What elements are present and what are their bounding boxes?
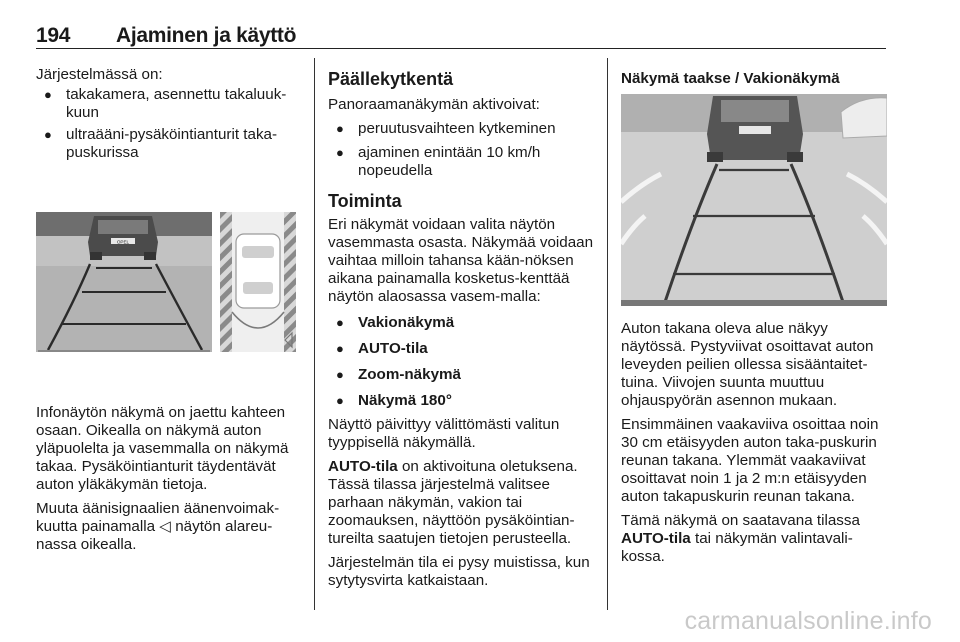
activation-list — [328, 120, 594, 180]
paragraph: Näyttö päivittyy välittömästi valitun tyyppisellä näkymällä. — [328, 416, 560, 451]
page-number: 194 — [36, 24, 71, 47]
column-3-body — [621, 320, 889, 566]
volume-icon: ◁ — [159, 518, 171, 535]
feature-list — [36, 86, 302, 162]
split-view-illustration — [36, 212, 296, 352]
column-2 — [328, 68, 594, 590]
paragraph: Muuta äänisignaalien äänenvoimak-kuutta painamalla ◁ näytön alareu-nassa oikealla. — [36, 500, 280, 553]
rear-camera-illustration — [621, 94, 887, 306]
mode-list — [328, 314, 594, 410]
section-heading: Näkymä taakse / Vakionäkymä — [621, 70, 840, 87]
paragraph: Ensimmäinen vaakaviiva osoittaa noin 30 cm etäisyyden auton taka-puskurin reunan takana. Ylemmät vaakaviivat osoittavat noin 1 ja 2 m:n etäisyyden auton takapuskurin reunan takana. — [621, 416, 879, 505]
rear-view-figure — [621, 94, 887, 306]
split-view-figure — [36, 212, 296, 352]
column-divider-1 — [314, 58, 315, 610]
paragraph: Auton takana oleva alue näkyy näytössä. Pystyviivat osoittavat auton leveyden peilien ollessa sisääntaitet-tuina. Viivojen suunta muuttuu ohjauspyörän asennon mukaan. — [621, 320, 874, 409]
list-item: ● ajaminen enintään 10 km/h nopeudella — [328, 144, 594, 180]
column-3 — [621, 70, 887, 88]
list-item: ● takakamera, asennettu takaluuk-kuun — [36, 86, 302, 122]
intro-text: Järjestelmässä on: — [36, 66, 163, 83]
section-heading: Toiminta — [328, 191, 402, 211]
paragraph: AUTO-tila on aktivoituna oletuksena. Tässä tilassa järjestelmä valitsee parhaan näkymän, vakion tai zoomauksen, näyttöön pysäköintian-tureilta saatujen tietojen perusteella. — [328, 458, 578, 547]
section-heading: Päällekytkentä — [328, 69, 454, 89]
column-1-body — [36, 404, 302, 554]
list-item: ● Zoom-näkymä — [328, 366, 594, 384]
list-item: ● peruutusvaihteen kytkeminen — [328, 120, 594, 138]
license-plate: OPEL — [116, 239, 130, 245]
paragraph: Tämä näkymä on saatavana tilassa AUTO-tila tai näkymän valintavali-kossa. — [621, 512, 860, 565]
paragraph: Infonäytön näkymä on jaettu kahteen osaan. Oikealla on näkymä auton yläpuolelta ja vasemmalla on näkymä takaa. Pysäköintianturit täydentävät auton yläkäkymän tietoja. — [36, 404, 289, 493]
watermark: carmanualsonline.info — [684, 607, 932, 635]
paragraph: Järjestelmän tila ei pysy muistissa, kun sytytysvirta katkaistaan. — [328, 554, 590, 589]
list-item: ● AUTO-tila — [328, 340, 594, 358]
list-item: ● ultraääni-pysäköintianturit taka-puskurissa — [36, 126, 302, 162]
column-divider-2 — [607, 58, 608, 610]
list-item: ● Näkymä 180° — [328, 392, 594, 410]
header-rule — [36, 48, 886, 49]
intro-text: Panoraamanäkymän aktivoivat: — [328, 96, 540, 113]
page-title: Ajaminen ja käyttö — [116, 24, 297, 47]
paragraph: Eri näkymät voidaan valita näytön vasemmasta osasta. Näkymää voidaan vaihtaa milloin tahansa kään-nöksen aikana painamalla kosketus-kenttää näytön alaosassa vasem-malla: — [328, 216, 594, 305]
column-1 — [36, 66, 302, 162]
list-item: ● Vakionäkymä — [328, 314, 594, 332]
